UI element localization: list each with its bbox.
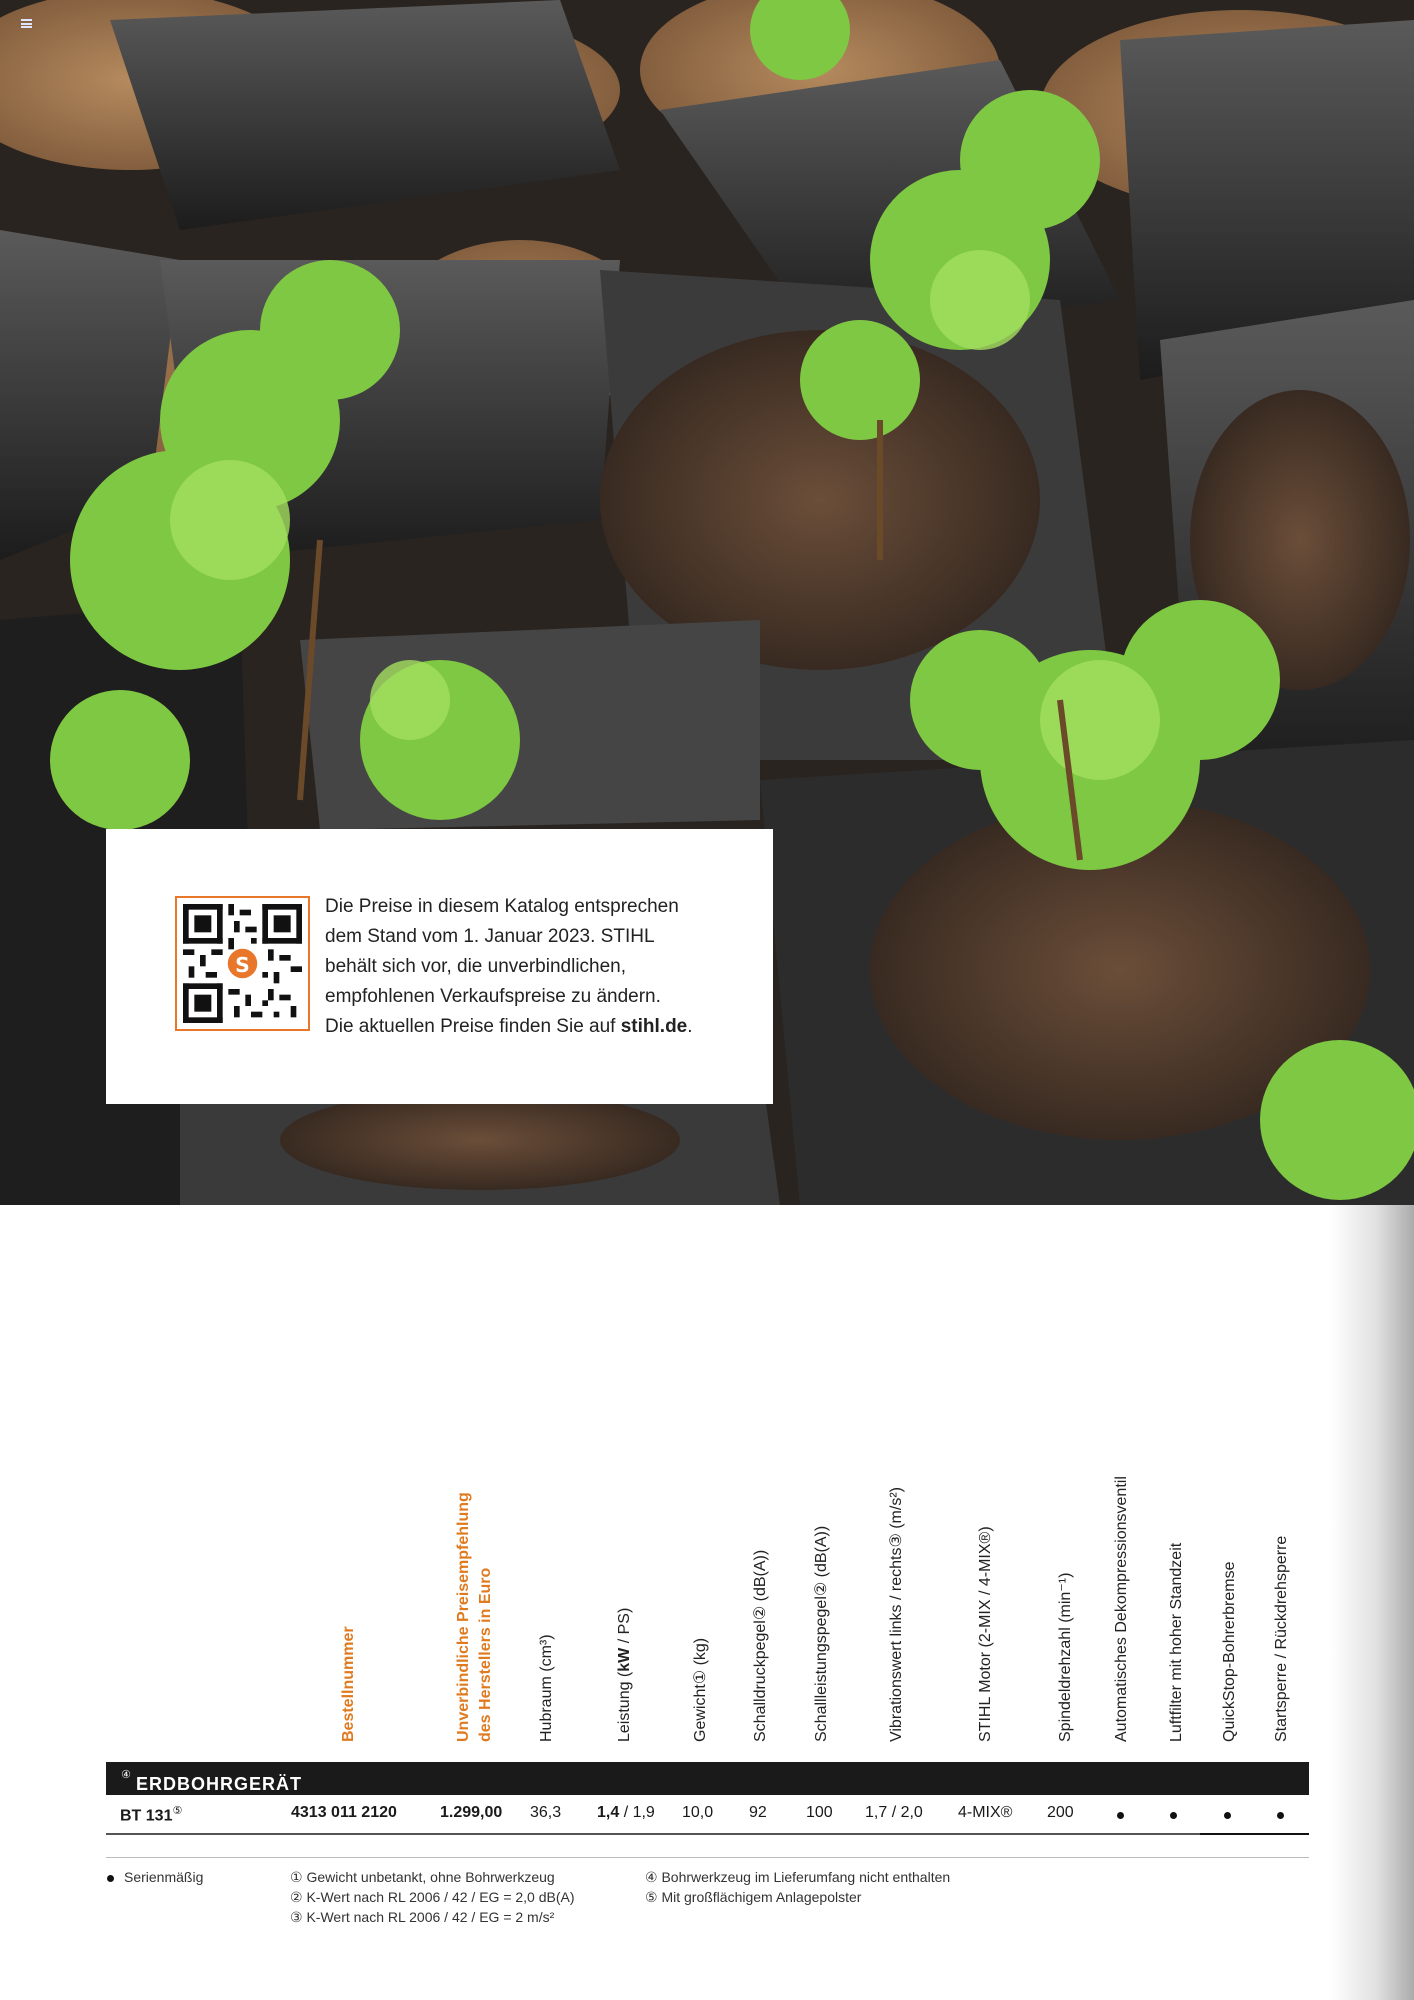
model-footnote-ref: ⑤ [172,1805,183,1817]
spindle-speed-value: 200 [1047,1804,1074,1821]
col-power-kw: kW [616,1647,633,1672]
section-title: ERDBOHRGERÄT [136,1774,303,1794]
col-quickstop: QuickStop-Bohrerbremse [1221,1561,1238,1742]
legend-dot-icon [107,1875,114,1882]
vibration-value: 1,7 / 2,0 [865,1804,923,1821]
info-line-5-prefix: Die aktuellen Preise finden Sie auf [325,1016,621,1037]
footnote-3: ③ K-Wert nach RL 2006 / 42 / EG = 2 m/s² [290,1909,555,1925]
stihl-link[interactable]: stihl.de [620,1016,688,1037]
sound-pressure-value: 92 [749,1804,767,1821]
qr-code-icon [183,904,302,1023]
order-number: 4313 011 2120 [291,1804,397,1821]
footnote-2: ② K-Wert nach RL 2006 / 42 / EG = 2,0 dB(A) [290,1889,575,1905]
section-header-erdbohrgeraet [106,1762,1309,1795]
row-divider [106,1833,1309,1835]
info-line-3: behält sich vor, die unverbindlichen, [325,956,627,977]
decompression-dot [1117,1812,1124,1819]
footnote-1: ① Gewicht unbetankt, ohne Bohrwerkzeug [290,1869,555,1885]
page-edge-shadow [1330,1205,1414,2000]
info-line-1: Die Preise in diesem Katalog entsprechen [325,896,679,917]
table-row [106,1796,1309,1834]
footer-divider [106,1857,1309,1858]
svg-text:S: S [235,953,250,977]
col-decompression: Automatisches Dekompressionsventil [1113,1476,1130,1742]
col-engine: STIHL Motor (2-MIX / 4-MIX®) [977,1526,994,1742]
col-power-prefix: Leistung ( [616,1671,633,1742]
menu-icon[interactable] [21,19,32,28]
quickstop-dot [1224,1812,1231,1819]
price-info-box [106,829,773,1104]
engine-value: 4-MIX® [958,1804,1013,1821]
col-power-suffix: / PS) [616,1607,633,1648]
col-displacement: Hubraum (cm³) [538,1634,555,1742]
weight-value: 10,0 [682,1804,714,1821]
footnote-5: ⑤ Mit großflächigem Anlagepolster [645,1889,862,1905]
col-spindle-speed: Spindeldrehzahl (min⁻¹) [1057,1572,1074,1742]
model-name: BT 131⑤ [120,1805,183,1825]
info-line-2: dem Stand vom 1. Januar 2023. STIHL [325,926,655,947]
col-power [616,1608,634,1742]
col-price-line-1: Unverbindliche Preisempfehlung [455,1492,472,1742]
col-price-line-2: des Herstellers in Euro [477,1567,494,1742]
col-weight: Gewicht① (kg) [692,1637,709,1742]
row-divider-accent [1200,1833,1309,1835]
sound-power-value: 100 [806,1804,833,1821]
displacement-value: 36,3 [530,1804,562,1821]
section-footnote-ref: ④ [121,1769,132,1781]
col-price [453,1492,497,1742]
col-sound-power: Schallleistungspegel② (dB(A)) [813,1525,830,1742]
power-kw: 1,4 [597,1804,620,1821]
legend-serienmaessig: Serienmäßig [124,1869,204,1885]
col-start-lock: Startsperre / Rückdrehsperre [1273,1535,1290,1742]
info-line-4: empfohlenen Verkaufspreise zu ändern. [325,986,661,1007]
power-ps: / 1,9 [619,1804,655,1821]
col-order-number: Bestellnummer [340,1626,357,1742]
air-filter-dot [1170,1812,1177,1819]
price: 1.299,00 [440,1804,503,1821]
price-info-text [325,892,745,1042]
col-air-filter: Luftfilter mit hoher Standzeit [1168,1542,1185,1742]
footnote-4: ④ Bohrwerkzeug im Lieferumfang nicht enthalten [645,1869,951,1885]
info-line-5-suffix: . [687,1016,693,1037]
power-value [597,1804,655,1822]
col-sound-pressure: Schalldruckpegel② (dB(A)) [752,1549,769,1742]
info-line-5 [325,1012,745,1042]
col-vibration: Vibrationswert links / rechts③ (m/s²) [888,1487,905,1742]
qr-code[interactable] [175,896,310,1031]
start-lock-dot [1277,1812,1284,1819]
